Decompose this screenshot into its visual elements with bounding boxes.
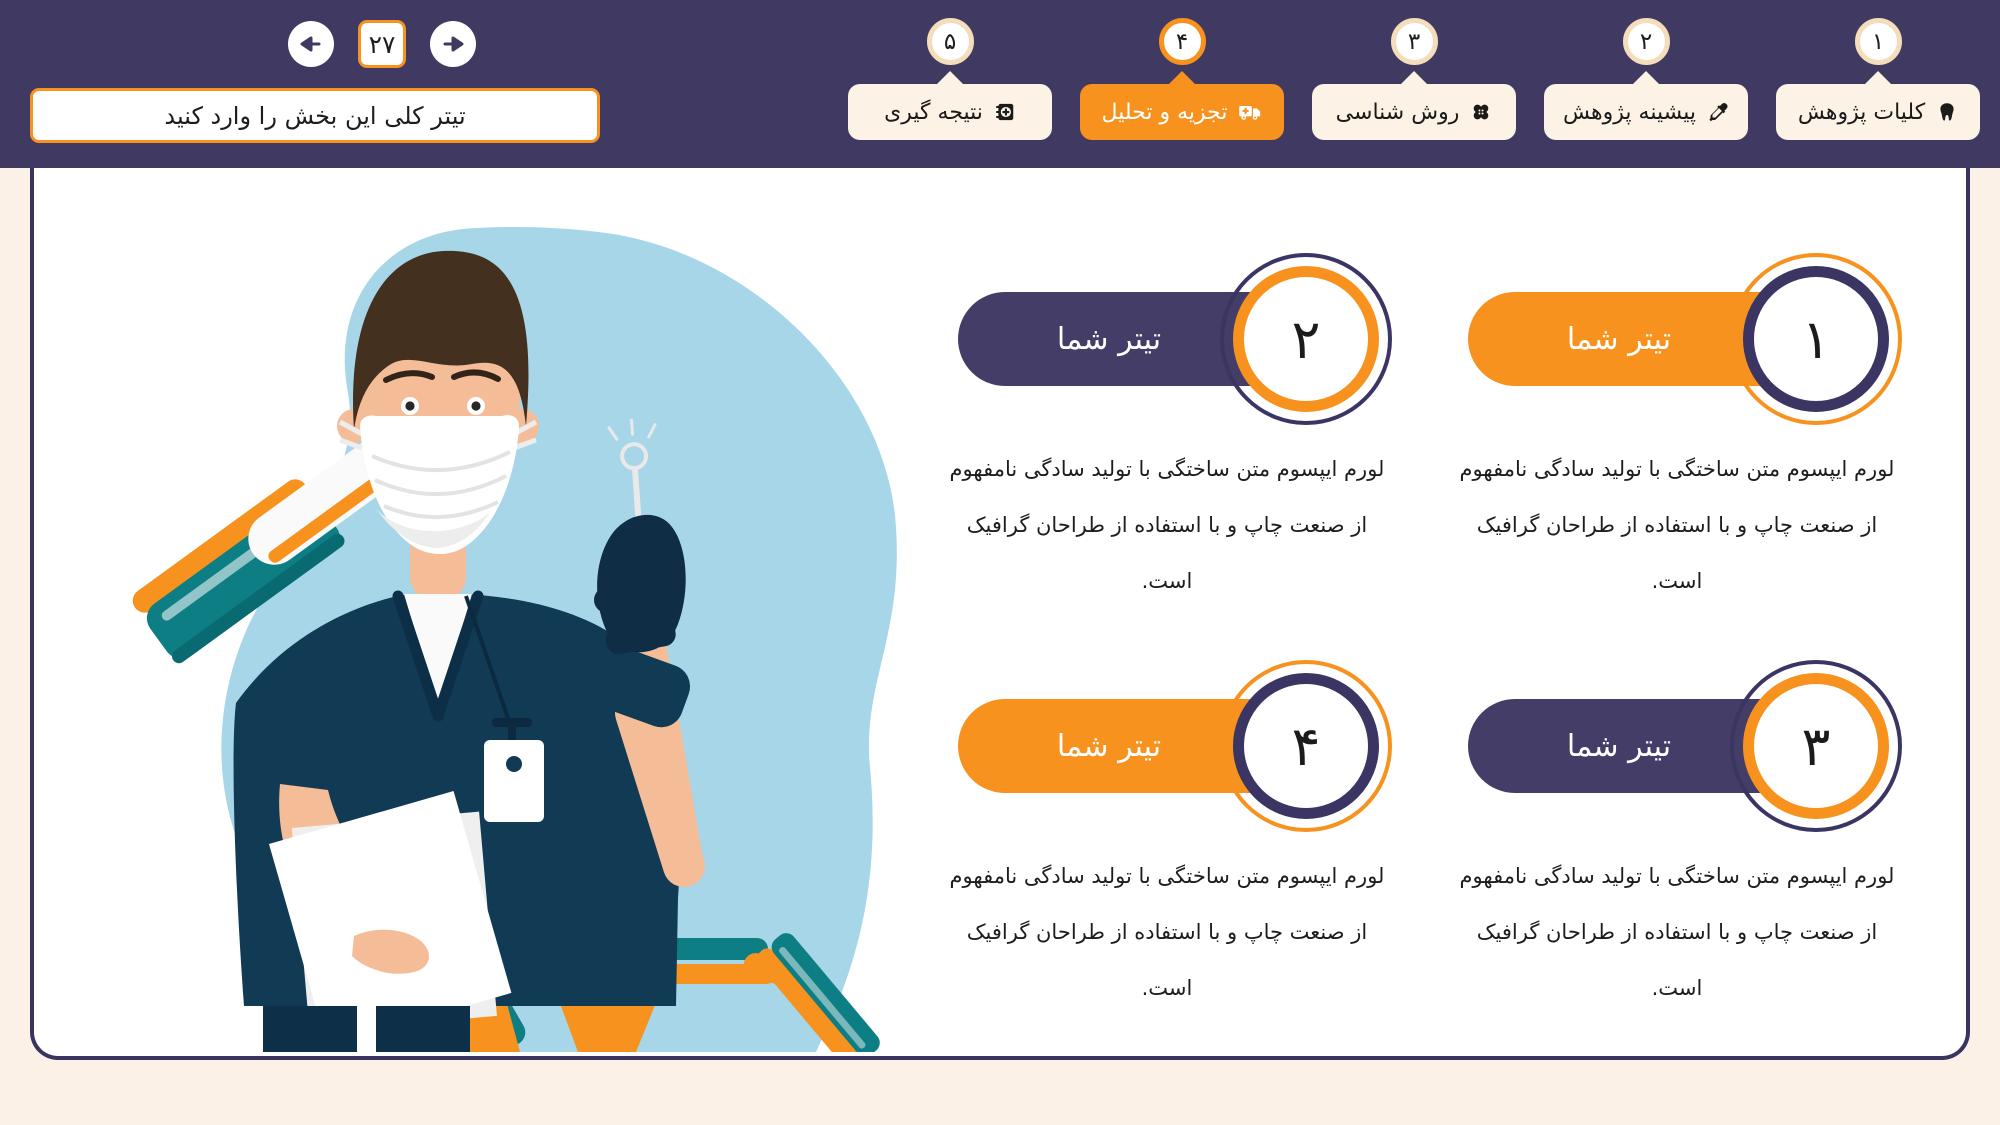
- pagination: [288, 20, 476, 68]
- tab-number-circle: [1855, 18, 1902, 65]
- tab-methodology[interactable]: [1312, 0, 1516, 140]
- tab-pointer: [1401, 71, 1427, 84]
- slide-card: [30, 168, 1970, 1060]
- item-number-disc: [1233, 266, 1379, 412]
- page-number-box[interactable]: [358, 20, 406, 68]
- tab-number-circle: [927, 18, 974, 65]
- item-title: تیتر شما: [1566, 728, 1672, 764]
- item-number-disc: [1743, 266, 1889, 412]
- item-title: تیتر شما: [1056, 728, 1162, 764]
- pants-leg: [263, 1006, 357, 1052]
- section-title-input[interactable]: [30, 88, 600, 143]
- item-1: [1452, 253, 1902, 608]
- tab-number: ۵: [943, 28, 957, 55]
- tab-pointer: [1633, 71, 1659, 84]
- page-number: ۲۷: [368, 29, 396, 59]
- first-aid-icon: [994, 101, 1016, 123]
- item-number: ۱: [1801, 307, 1831, 371]
- next-page-button[interactable]: [430, 21, 476, 67]
- tab-analysis[interactable]: [1080, 0, 1284, 140]
- tab-label: نتیجه گیری: [884, 99, 983, 125]
- tab-conclusion[interactable]: [848, 0, 1052, 140]
- tab-number-circle: [1391, 18, 1438, 65]
- arrow-left-icon: [297, 30, 325, 58]
- item-title: تیتر شما: [1566, 321, 1672, 357]
- item-number-disc: [1233, 673, 1379, 819]
- tab-number: ۲: [1639, 28, 1653, 55]
- tooth-icon: [1936, 101, 1958, 123]
- tab-number-circle: [1159, 18, 1206, 65]
- dentist-illustration: [58, 168, 918, 1052]
- item-4: [942, 660, 1392, 1015]
- item-number: ۴: [1291, 714, 1321, 778]
- previous-page-button[interactable]: [288, 21, 334, 67]
- tab-research-overview[interactable]: [1776, 0, 1980, 140]
- item-3: [1452, 660, 1902, 1015]
- item-body-text: لورم ایپسوم متن ساختگی با تولید سادگی نامفهوم از صنعت چاپ و با استفاده از طراحان گرافیک است.: [949, 457, 1385, 593]
- tab-pointer: [1865, 71, 1891, 84]
- numbered-items-grid: [942, 253, 1902, 1015]
- item-number: ۳: [1801, 714, 1831, 778]
- tab-number: ۳: [1407, 28, 1421, 55]
- tab-label: کلیات پژوهش: [1797, 99, 1926, 125]
- tab-number: ۴: [1175, 28, 1189, 55]
- tab-label: روش شناسی: [1335, 99, 1460, 125]
- tab-pointer: [1169, 71, 1195, 84]
- item-number-disc: [1743, 673, 1889, 819]
- tab-label: تجزیه و تحلیل: [1101, 99, 1228, 125]
- item-body-text: لورم ایپسوم متن ساختگی با تولید سادگی نامفهوم از صنعت چاپ و با استفاده از طراحان گرافیک است.: [1459, 864, 1895, 1000]
- item-number: ۲: [1291, 307, 1321, 371]
- tab-number: ۱: [1871, 28, 1885, 55]
- item-body-text: لورم ایپسوم متن ساختگی با تولید سادگی نامفهوم از صنعت چاپ و با استفاده از طراحان گرافیک است.: [949, 864, 1385, 1000]
- pants-leg: [376, 1006, 470, 1052]
- item-2: [942, 253, 1392, 608]
- tab-label: پیشینه پژوهش: [1563, 99, 1696, 125]
- header-bar: [0, 0, 2000, 168]
- section-tabs: [848, 0, 1980, 140]
- tab-pointer: [937, 71, 963, 84]
- tab-research-background[interactable]: [1544, 0, 1748, 140]
- arrow-right-icon: [439, 30, 467, 58]
- bandage-icon: [1470, 101, 1492, 123]
- item-title: تیتر شما: [1056, 321, 1162, 357]
- dropper-icon: [1707, 101, 1729, 123]
- item-body-text: لورم ایپسوم متن ساختگی با تولید سادگی نامفهوم از صنعت چاپ و با استفاده از طراحان گرافیک است.: [1459, 457, 1895, 593]
- ambulance-icon: [1238, 100, 1262, 124]
- tab-number-circle: [1623, 18, 1670, 65]
